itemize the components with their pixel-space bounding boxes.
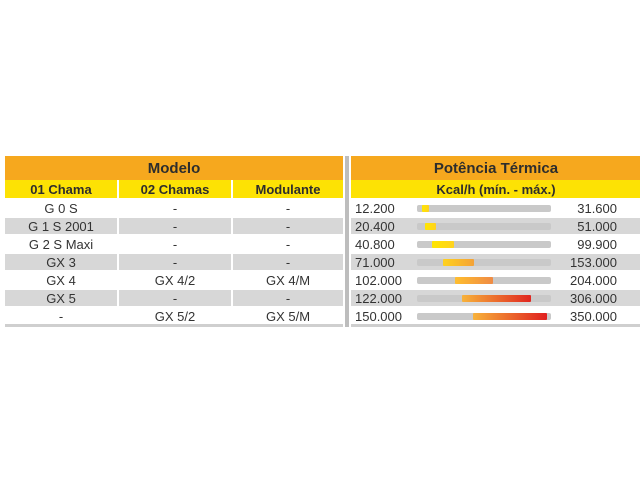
potencia-row bbox=[351, 234, 640, 252]
max-value: 350.000 bbox=[570, 308, 617, 324]
range-fill bbox=[432, 241, 454, 248]
range-bar bbox=[417, 241, 551, 248]
max-value: 153.000 bbox=[570, 254, 617, 270]
col-header-kcal: Kcal/h (mín. - máx.) bbox=[351, 180, 640, 198]
range-bar bbox=[417, 313, 551, 320]
bottom-rule bbox=[5, 324, 343, 327]
cell-chama1: GX 3 bbox=[5, 252, 117, 270]
bottom-rule bbox=[351, 324, 640, 327]
potencia-row bbox=[351, 198, 640, 216]
col-header-chama2: 02 Chamas bbox=[119, 180, 231, 198]
cell-chama1: G 0 S bbox=[5, 198, 117, 216]
min-value: 102.000 bbox=[355, 272, 402, 288]
max-value: 99.900 bbox=[577, 236, 617, 252]
potencia-row bbox=[351, 288, 640, 306]
range-fill bbox=[443, 259, 474, 266]
min-value: 71.000 bbox=[355, 254, 395, 270]
cell-modulante: - bbox=[233, 198, 343, 216]
cell-chama1: G 2 S Maxi bbox=[5, 234, 117, 252]
modelo-header: Modelo bbox=[5, 156, 343, 180]
max-value: 204.000 bbox=[570, 272, 617, 288]
range-fill bbox=[473, 313, 547, 320]
min-value: 40.800 bbox=[355, 236, 395, 252]
range-bar bbox=[417, 295, 551, 302]
max-value: 51.000 bbox=[577, 218, 617, 234]
potencia-header: Potência Térmica bbox=[351, 156, 640, 180]
potencia-row bbox=[351, 306, 640, 324]
cell-modulante: - bbox=[233, 234, 343, 252]
min-value: 20.400 bbox=[355, 218, 395, 234]
potencia-row bbox=[351, 252, 640, 270]
power-table bbox=[5, 156, 633, 327]
column-separator bbox=[345, 156, 349, 327]
cell-modulante: GX 5/M bbox=[233, 306, 343, 324]
potencia-row bbox=[351, 216, 640, 234]
range-bar bbox=[417, 223, 551, 230]
cell-chama1: G 1 S 2001 bbox=[5, 216, 117, 234]
cell-chama2: GX 4/2 bbox=[119, 270, 231, 288]
cell-chama1: GX 4 bbox=[5, 270, 117, 288]
range-bar bbox=[417, 205, 551, 212]
range-fill bbox=[455, 277, 493, 284]
range-fill bbox=[425, 223, 436, 230]
range-bar bbox=[417, 259, 551, 266]
cell-chama1: GX 5 bbox=[5, 288, 117, 306]
min-value: 150.000 bbox=[355, 308, 402, 324]
cell-modulante: - bbox=[233, 216, 343, 234]
cell-chama2: GX 5/2 bbox=[119, 306, 231, 324]
cell-chama2: - bbox=[119, 216, 231, 234]
range-bar bbox=[417, 277, 551, 284]
max-value: 31.600 bbox=[577, 200, 617, 216]
potencia-row bbox=[351, 270, 640, 288]
min-value: 122.000 bbox=[355, 290, 402, 306]
min-value: 12.200 bbox=[355, 200, 395, 216]
col-header-chama1: 01 Chama bbox=[5, 180, 117, 198]
cell-modulante: - bbox=[233, 252, 343, 270]
range-fill bbox=[462, 295, 531, 302]
cell-chama2: - bbox=[119, 288, 231, 306]
cell-modulante: - bbox=[233, 288, 343, 306]
cell-chama2: - bbox=[119, 198, 231, 216]
range-fill bbox=[422, 205, 429, 212]
cell-modulante: GX 4/M bbox=[233, 270, 343, 288]
max-value: 306.000 bbox=[570, 290, 617, 306]
col-header-modulante: Modulante bbox=[233, 180, 343, 198]
cell-chama2: - bbox=[119, 234, 231, 252]
cell-chama2: - bbox=[119, 252, 231, 270]
cell-chama1: - bbox=[5, 306, 117, 324]
